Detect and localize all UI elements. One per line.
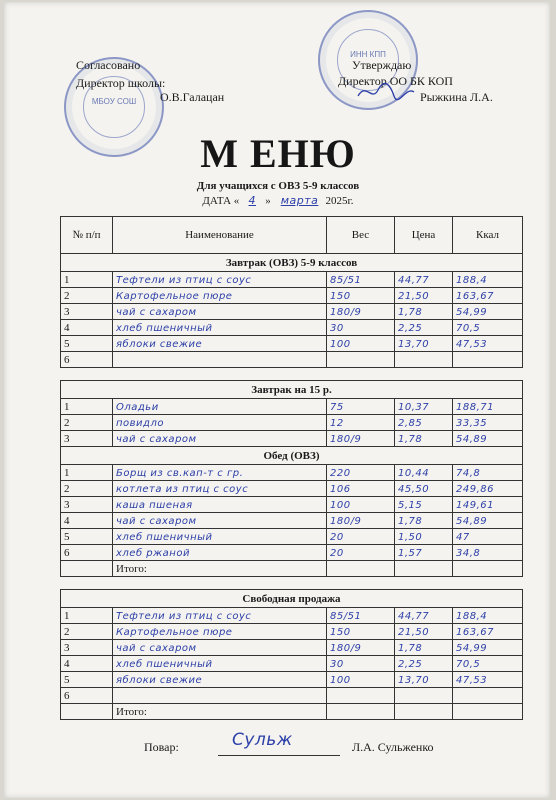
dish-kcal: 149,61 — [456, 499, 494, 511]
col-header-weight: Вес — [327, 217, 395, 254]
dish-price: 1,78 — [398, 642, 423, 654]
section-header-row — [61, 590, 523, 608]
date-day: 4 — [248, 194, 257, 207]
approval-right-role: Директор ОО БК КОП — [338, 74, 453, 88]
dish-weight: 30 — [330, 658, 344, 670]
table-row — [61, 399, 523, 415]
dish-name: хлеб пшеничный — [116, 531, 213, 543]
col-header-price: Цена — [395, 217, 453, 254]
row-number: 5 — [61, 529, 113, 545]
dish-kcal: 74,8 — [456, 467, 481, 479]
dish-name: повидло — [116, 417, 164, 429]
row-number: 2 — [61, 288, 113, 304]
dish-name: котлета из птиц с соус — [116, 483, 249, 495]
dish-kcal: 188,4 — [456, 274, 488, 286]
section-spacer — [61, 368, 523, 381]
row-number: 6 — [61, 688, 113, 704]
dish-kcal: 34,8 — [456, 547, 481, 559]
col-header-number: № п/п — [61, 217, 113, 254]
row-number: 1 — [61, 399, 113, 415]
dish-kcal: 47,53 — [456, 674, 488, 686]
col-header-kcal: Ккал — [453, 217, 523, 254]
dish-weight: 30 — [330, 322, 344, 334]
approval-left-name: О.В.Галацан — [160, 90, 225, 104]
section-header-row — [61, 447, 523, 465]
dish-price: 2,85 — [398, 417, 423, 429]
table-row — [61, 624, 523, 640]
dish-price: 1,78 — [398, 433, 423, 445]
row-number: 2 — [61, 415, 113, 431]
row-number: 1 — [61, 465, 113, 481]
dish-weight: 20 — [330, 531, 344, 543]
dish-name: каша пшеная — [116, 499, 193, 511]
row-number: 3 — [61, 431, 113, 447]
dish-price: 1,78 — [398, 306, 423, 318]
cook-label: Повар: — [144, 740, 179, 754]
table-row — [61, 656, 523, 672]
section-title: Обед (ОВЗ) — [61, 447, 523, 465]
table-header-row — [61, 217, 523, 254]
dish-weight: 100 — [330, 499, 351, 511]
dish-name: Картофельное пюре — [116, 290, 233, 302]
director-signature — [356, 80, 416, 102]
table-row — [61, 513, 523, 529]
dish-price: 10,37 — [398, 401, 430, 413]
approval-left-role: Директор школы: — [76, 76, 166, 90]
dish-kcal: 249,86 — [456, 483, 494, 495]
cook-name: Л.А. Сульженко — [352, 740, 434, 754]
row-number: 3 — [61, 497, 113, 513]
total-label: Итого: — [113, 561, 327, 577]
row-number: 1 — [61, 272, 113, 288]
dish-kcal: 54,89 — [456, 515, 488, 527]
dish-name: чай с сахаром — [116, 642, 197, 654]
table-row — [61, 431, 523, 447]
dish-weight: 75 — [330, 401, 344, 413]
dish-name: хлеб пшеничный — [116, 322, 213, 334]
dish-name: чай с сахаром — [116, 433, 197, 445]
section-title: Свободная продажа — [61, 590, 523, 608]
cook-signature: Сульж — [232, 730, 293, 750]
dish-kcal: 163,67 — [456, 626, 494, 638]
dish-price: 5,15 — [398, 499, 423, 511]
dish-weight: 12 — [330, 417, 344, 429]
signature-line — [218, 755, 340, 756]
dish-name: Картофельное пюре — [116, 626, 233, 638]
dish-price: 21,50 — [398, 290, 430, 302]
dish-weight: 150 — [330, 626, 351, 638]
table-row — [61, 608, 523, 624]
row-number: 5 — [61, 672, 113, 688]
dish-price: 1,78 — [398, 515, 423, 527]
dish-name: яблоки свежие — [116, 674, 203, 686]
dish-name: хлеб ржаной — [116, 547, 190, 559]
dish-name: чай с сахаром — [116, 306, 197, 318]
dish-weight: 220 — [330, 467, 351, 479]
dish-weight: 100 — [330, 674, 351, 686]
dish-kcal: 54,89 — [456, 433, 488, 445]
dish-weight: 180/9 — [330, 515, 362, 527]
row-number: 4 — [61, 513, 113, 529]
approval-right-name: Рыжкина Л.А. — [420, 90, 493, 104]
dish-name: яблоки свежие — [116, 338, 203, 350]
page-title: М ЕНЮ — [200, 131, 356, 176]
table-row — [61, 497, 523, 513]
section-header-row — [61, 381, 523, 399]
dish-kcal: 33,35 — [456, 417, 488, 429]
dish-price: 2,25 — [398, 658, 423, 670]
dish-weight: 180/9 — [330, 306, 362, 318]
dish-kcal: 70,5 — [456, 658, 481, 670]
section-title: Завтрак (ОВЗ) 5-9 классов — [61, 254, 523, 272]
row-number: 4 — [61, 656, 113, 672]
table-row — [61, 481, 523, 497]
date-line — [0, 194, 556, 207]
row-number: 3 — [61, 304, 113, 320]
row-number: 4 — [61, 320, 113, 336]
col-header-name: Наименование — [113, 217, 327, 254]
dish-kcal: 188,4 — [456, 610, 488, 622]
approval-left-heading: Согласовано — [76, 58, 141, 72]
org-stamp-text: ИНН КПП — [350, 50, 386, 60]
row-number: 6 — [61, 545, 113, 561]
dish-kcal: 54,99 — [456, 306, 488, 318]
table-row — [61, 672, 523, 688]
dish-weight: 150 — [330, 290, 351, 302]
section-header-row — [61, 254, 523, 272]
date-year: 2025г. — [325, 195, 354, 207]
dish-price: 44,77 — [398, 274, 430, 286]
table-row — [61, 288, 523, 304]
row-number: 2 — [61, 624, 113, 640]
table-row — [61, 688, 523, 704]
table-row — [61, 465, 523, 481]
section-spacer — [61, 577, 523, 590]
dish-price: 1,57 — [398, 547, 423, 559]
row-number: 5 — [61, 336, 113, 352]
dish-kcal: 70,5 — [456, 322, 481, 334]
school-stamp-text: МБОУ СОШ — [91, 97, 137, 107]
dish-weight: 20 — [330, 547, 344, 559]
dish-name: чай с сахаром — [116, 515, 197, 527]
date-month: марта — [280, 194, 319, 207]
total-row — [61, 704, 523, 720]
dish-price: 1,50 — [398, 531, 423, 543]
total-row — [61, 561, 523, 577]
dish-weight: 106 — [330, 483, 351, 495]
table-row — [61, 529, 523, 545]
dish-price: 10,44 — [398, 467, 430, 479]
table-row — [61, 545, 523, 561]
dish-price: 21,50 — [398, 626, 430, 638]
table-row — [61, 415, 523, 431]
approval-right-heading: Утверждаю — [352, 58, 412, 72]
dish-kcal: 47,53 — [456, 338, 488, 350]
dish-name: Тефтели из птиц с соус — [116, 610, 252, 622]
dish-name: Тефтели из птиц с соус — [116, 274, 252, 286]
dish-price: 45,50 — [398, 483, 430, 495]
dish-weight: 100 — [330, 338, 351, 350]
page-subtitle: Для учащихся с ОВЗ 5-9 классов — [196, 180, 360, 192]
table-row — [61, 352, 523, 368]
menu-table — [60, 216, 523, 720]
table-row — [61, 320, 523, 336]
row-number: 2 — [61, 481, 113, 497]
table-row — [61, 272, 523, 288]
dish-price: 13,70 — [398, 674, 430, 686]
table-row — [61, 304, 523, 320]
date-mid: » — [265, 195, 271, 207]
dish-weight: 85/51 — [330, 610, 362, 622]
dish-name: Борщ из св.кап-т с гр. — [116, 467, 244, 479]
dish-name: хлеб пшеничный — [116, 658, 213, 670]
table-row — [61, 336, 523, 352]
dish-price: 44,77 — [398, 610, 430, 622]
row-number: 1 — [61, 608, 113, 624]
dish-weight: 180/9 — [330, 642, 362, 654]
dish-weight: 85/51 — [330, 274, 362, 286]
dish-kcal: 47 — [456, 531, 470, 543]
section-title: Завтрак на 15 р. — [61, 381, 523, 399]
date-prefix: ДАТА « — [202, 195, 240, 207]
dish-price: 13,70 — [398, 338, 430, 350]
dish-name: Оладьи — [116, 401, 159, 413]
dish-kcal: 54,99 — [456, 642, 488, 654]
row-number: 6 — [61, 352, 113, 368]
table-row — [61, 640, 523, 656]
row-number: 3 — [61, 640, 113, 656]
total-label: Итого: — [113, 704, 327, 720]
dish-weight: 180/9 — [330, 433, 362, 445]
dish-kcal: 163,67 — [456, 290, 494, 302]
dish-kcal: 188,71 — [456, 401, 494, 413]
dish-price: 2,25 — [398, 322, 423, 334]
